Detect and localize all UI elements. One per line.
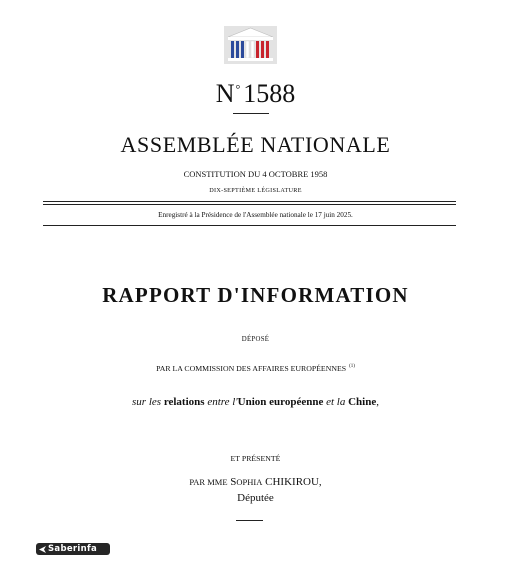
report-subject: sur les relations entre l'Union européenne et la Chine, bbox=[132, 396, 379, 408]
commission-line: PAR LA COMMISSION DES AFFAIRES EUROPÉENNES $^{(1)}$ bbox=[156, 364, 355, 373]
double-rule-bottom bbox=[43, 204, 456, 205]
double-rule-top bbox=[43, 201, 456, 202]
assemblee-nationale-logo bbox=[224, 26, 277, 64]
document-number: N° 1588 bbox=[215, 79, 296, 108]
rapporteur-name: PAR MME SOPHIA CHIKIROU, bbox=[189, 476, 322, 488]
deposited-label: DÉPOSÉ bbox=[241, 336, 270, 343]
rapporteur-role: Députée bbox=[237, 492, 274, 504]
closing-divider bbox=[236, 520, 263, 521]
horizontal-rule bbox=[43, 225, 456, 226]
institution-name: ASSEMBLÉE NATIONALE bbox=[120, 132, 391, 157]
short-divider bbox=[233, 113, 269, 114]
watermark-text: Saberinfa bbox=[48, 544, 97, 554]
constitution-line: CONSTITUTION DU 4 OCTOBRE 1958 bbox=[183, 169, 328, 179]
legislature-line: DIX-SEPTIÈME LÉGISLATURE bbox=[209, 187, 302, 194]
watermark-badge bbox=[36, 543, 110, 555]
presented-label: ET PRÉSENTÉ bbox=[230, 454, 281, 463]
arrow-icon bbox=[39, 546, 46, 553]
report-title: RAPPORT D'INFORMATION bbox=[102, 283, 409, 307]
registration-date: Enregistré à la Présidence de l'Assemblée nationale le 17 juin 2025. bbox=[158, 211, 353, 219]
footnote-marker: (1) bbox=[349, 364, 355, 369]
